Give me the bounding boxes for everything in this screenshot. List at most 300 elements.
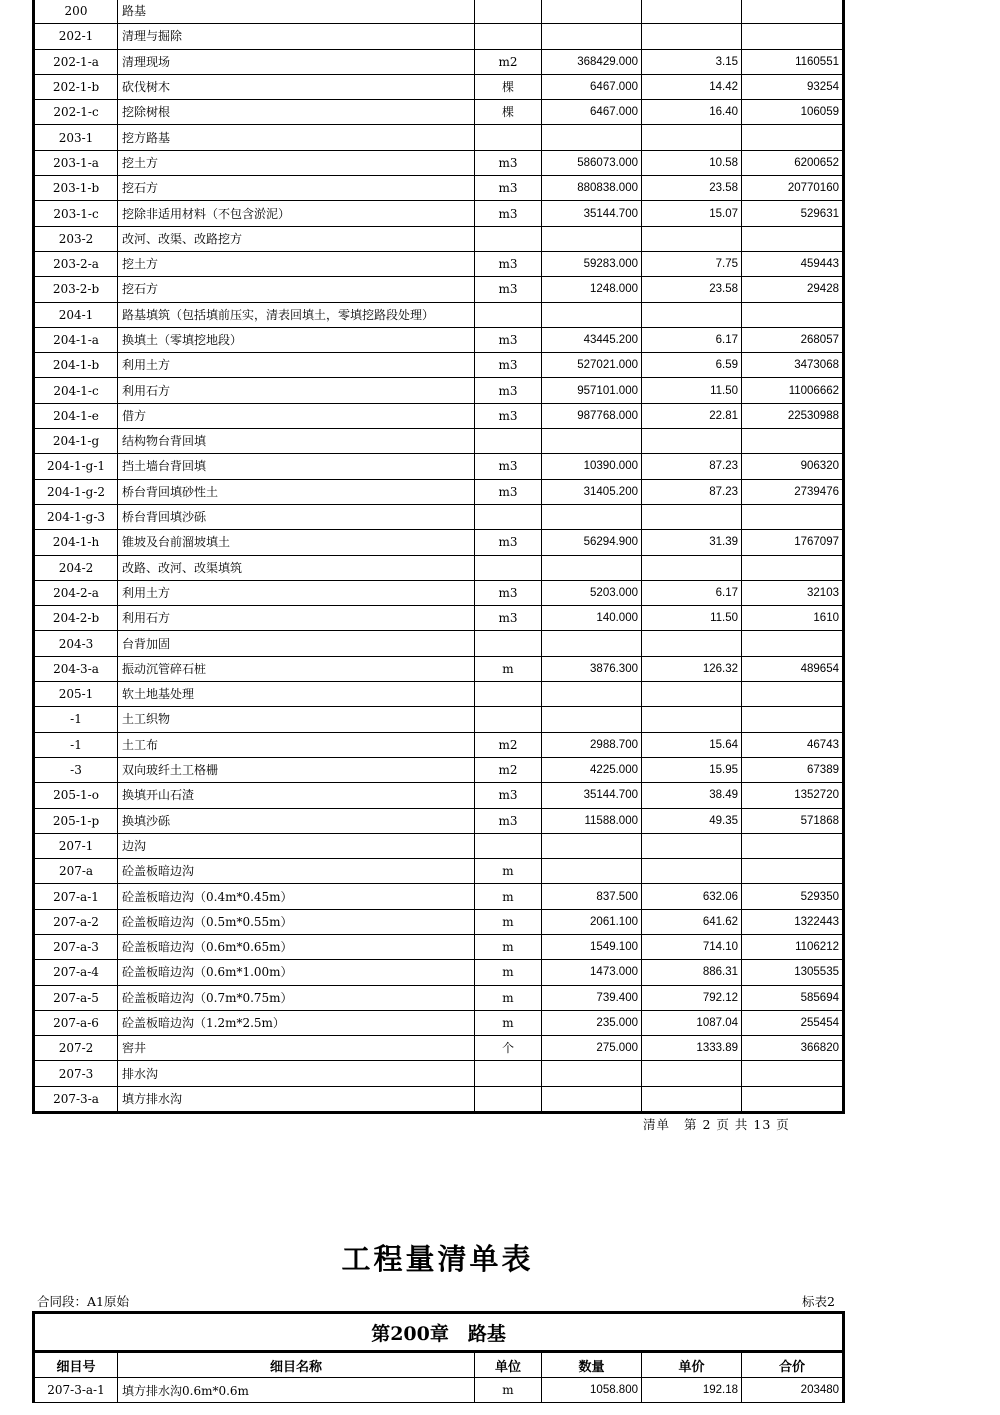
item-unit: m3 xyxy=(475,353,542,378)
item-qty: 5203.000 xyxy=(542,580,642,605)
item-total xyxy=(742,226,844,251)
chapter-title: 第200章 路基 xyxy=(34,1313,844,1352)
item-price: 1087.04 xyxy=(642,1010,742,1035)
item-qty: 275.000 xyxy=(542,1036,642,1061)
item-total: 6200652 xyxy=(742,150,844,175)
item-qty: 957101.000 xyxy=(542,378,642,403)
item-unit: 棵 xyxy=(475,100,542,125)
item-name: 砼盖板暗边沟（0.6m*1.00m） xyxy=(118,960,475,985)
item-price xyxy=(642,302,742,327)
item-code: -1 xyxy=(34,732,118,757)
item-qty: 3876.300 xyxy=(542,656,642,681)
item-name: 双向玻纤土工格栅 xyxy=(118,757,475,782)
item-total: 529631 xyxy=(742,201,844,226)
item-price xyxy=(642,1061,742,1086)
item-qty: 1058.800 xyxy=(542,1378,642,1403)
table-row xyxy=(34,884,844,909)
item-unit: m3 xyxy=(475,201,542,226)
item-name: 填方排水沟 xyxy=(118,1086,475,1112)
table-row xyxy=(34,783,844,808)
item-code: 203-1-c xyxy=(34,201,118,226)
item-name: 砼盖板暗边沟（0.4m*0.45m） xyxy=(118,884,475,909)
item-code: 203-1-a xyxy=(34,150,118,175)
item-unit: m3 xyxy=(475,176,542,201)
item-unit: m xyxy=(475,909,542,934)
item-price xyxy=(642,0,742,24)
item-price xyxy=(642,859,742,884)
item-qty xyxy=(542,24,642,49)
item-unit xyxy=(475,555,542,580)
item-code: 207-a-4 xyxy=(34,960,118,985)
table-row xyxy=(34,429,844,454)
item-unit: m2 xyxy=(475,732,542,757)
item-qty xyxy=(542,555,642,580)
item-qty xyxy=(542,429,642,454)
item-name: 挖石方 xyxy=(118,176,475,201)
item-price: 23.58 xyxy=(642,176,742,201)
table-row xyxy=(34,1036,844,1061)
item-total: 32103 xyxy=(742,580,844,605)
item-name: 砼盖板暗边沟（0.7m*0.75m） xyxy=(118,985,475,1010)
item-price: 15.64 xyxy=(642,732,742,757)
table-row xyxy=(34,1010,844,1035)
item-price xyxy=(642,833,742,858)
item-price: 14.42 xyxy=(642,74,742,99)
item-unit: m3 xyxy=(475,454,542,479)
item-code: 207-a-3 xyxy=(34,934,118,959)
item-price: 38.49 xyxy=(642,783,742,808)
item-unit xyxy=(475,1086,542,1112)
table-row xyxy=(34,960,844,985)
item-code: 200 xyxy=(34,0,118,24)
item-price: 11.50 xyxy=(642,606,742,631)
item-unit: m3 xyxy=(475,783,542,808)
item-qty xyxy=(542,226,642,251)
item-name: 填方排水沟0.6m*0.6m xyxy=(118,1378,475,1403)
quantity-table xyxy=(32,0,845,1114)
item-price: 15.07 xyxy=(642,201,742,226)
item-qty: 880838.000 xyxy=(542,176,642,201)
table-row xyxy=(34,757,844,782)
item-total: 459443 xyxy=(742,251,844,276)
contract-section: 合同段：A1原始 xyxy=(37,1294,129,1309)
table-row xyxy=(34,859,844,884)
item-price: 641.62 xyxy=(642,909,742,934)
item-name: 改河、改渠、改路挖方 xyxy=(118,226,475,251)
item-total xyxy=(742,682,844,707)
item-total: 2739476 xyxy=(742,479,844,504)
item-unit: m3 xyxy=(475,150,542,175)
item-price: 192.18 xyxy=(642,1378,742,1403)
item-total: 106059 xyxy=(742,100,844,125)
item-code: 202-1-b xyxy=(34,74,118,99)
item-price: 10.58 xyxy=(642,150,742,175)
table-row xyxy=(34,100,844,125)
next-page-table xyxy=(32,1311,845,1403)
item-qty: 987768.000 xyxy=(542,403,642,428)
item-total: 1767097 xyxy=(742,530,844,555)
table-row xyxy=(34,226,844,251)
table-row xyxy=(34,403,844,428)
item-name: 边沟 xyxy=(118,833,475,858)
item-name: 挡土墙台背回填 xyxy=(118,454,475,479)
item-total: 1322443 xyxy=(742,909,844,934)
table-row xyxy=(34,909,844,934)
item-unit: m xyxy=(475,859,542,884)
item-qty: 35144.700 xyxy=(542,783,642,808)
item-price: 6.17 xyxy=(642,580,742,605)
item-qty xyxy=(542,833,642,858)
item-name: 台背加固 xyxy=(118,631,475,656)
item-unit xyxy=(475,707,542,732)
item-name: 利用土方 xyxy=(118,580,475,605)
table-row xyxy=(34,277,844,302)
item-qty xyxy=(542,125,642,150)
item-price: 22.81 xyxy=(642,403,742,428)
item-qty xyxy=(542,682,642,707)
item-total xyxy=(742,1086,844,1112)
item-name: 换填沙砾 xyxy=(118,808,475,833)
item-total: 22530988 xyxy=(742,403,844,428)
item-qty: 56294.900 xyxy=(542,530,642,555)
item-price: 126.32 xyxy=(642,656,742,681)
col-header-price: 单价 xyxy=(642,1352,742,1378)
table-row xyxy=(34,378,844,403)
item-code: 207-3-a xyxy=(34,1086,118,1112)
item-code: 204-1-c xyxy=(34,378,118,403)
item-name: 桥台背回填砂性土 xyxy=(118,479,475,504)
item-qty: 1473.000 xyxy=(542,960,642,985)
item-qty xyxy=(542,631,642,656)
item-name: 窖井 xyxy=(118,1036,475,1061)
item-unit: m xyxy=(475,960,542,985)
item-price: 3.15 xyxy=(642,49,742,74)
col-header-code: 细目号 xyxy=(34,1352,118,1378)
item-name: 挖土方 xyxy=(118,251,475,276)
item-name: 砍伐树木 xyxy=(118,74,475,99)
item-total: 20770160 xyxy=(742,176,844,201)
item-name: 桥台背回填沙砾 xyxy=(118,504,475,529)
item-qty: 837.500 xyxy=(542,884,642,909)
item-total: 1106212 xyxy=(742,934,844,959)
item-unit: m3 xyxy=(475,808,542,833)
item-price xyxy=(642,707,742,732)
item-code: 207-a-2 xyxy=(34,909,118,934)
item-total: 906320 xyxy=(742,454,844,479)
item-unit: m2 xyxy=(475,757,542,782)
footer-label: 清单 xyxy=(643,1117,671,1132)
item-code: 203-1-b xyxy=(34,176,118,201)
table-row xyxy=(34,251,844,276)
item-unit: m3 xyxy=(475,251,542,276)
item-unit xyxy=(475,429,542,454)
item-qty xyxy=(542,859,642,884)
item-qty xyxy=(542,0,642,24)
table-row xyxy=(34,74,844,99)
item-qty xyxy=(542,504,642,529)
item-total: 489654 xyxy=(742,656,844,681)
item-total: 67389 xyxy=(742,757,844,782)
item-qty: 35144.700 xyxy=(542,201,642,226)
item-unit xyxy=(475,125,542,150)
item-name: 砼盖板暗边沟（1.2m*2.5m） xyxy=(118,1010,475,1035)
item-code: 204-1-e xyxy=(34,403,118,428)
item-qty: 2061.100 xyxy=(542,909,642,934)
item-price xyxy=(642,1086,742,1112)
item-total: 529350 xyxy=(742,884,844,909)
item-name: 软土地基处理 xyxy=(118,682,475,707)
item-code: 202-1 xyxy=(34,24,118,49)
item-qty: 586073.000 xyxy=(542,150,642,175)
table-row xyxy=(34,606,844,631)
item-qty xyxy=(542,302,642,327)
item-code: 207-2 xyxy=(34,1036,118,1061)
item-total: 366820 xyxy=(742,1036,844,1061)
item-total xyxy=(742,429,844,454)
item-name: 挖土方 xyxy=(118,150,475,175)
item-total: 571868 xyxy=(742,808,844,833)
item-unit: m3 xyxy=(475,327,542,352)
item-price xyxy=(642,226,742,251)
item-name: 土工织物 xyxy=(118,707,475,732)
item-total: 11006662 xyxy=(742,378,844,403)
item-code: 204-1-g-1 xyxy=(34,454,118,479)
table-row xyxy=(34,454,844,479)
table-row xyxy=(34,353,844,378)
item-unit: m xyxy=(475,656,542,681)
item-name: 挖除非适用材料（不包含淤泥） xyxy=(118,201,475,226)
item-code: 204-1-b xyxy=(34,353,118,378)
item-price: 15.95 xyxy=(642,757,742,782)
item-total xyxy=(742,707,844,732)
item-code: 207-3-a-1 xyxy=(34,1378,118,1403)
table-row xyxy=(34,985,844,1010)
table-row xyxy=(34,504,844,529)
item-code: 207-a-6 xyxy=(34,1010,118,1035)
item-unit: m xyxy=(475,1378,542,1403)
item-code: 205-1-p xyxy=(34,808,118,833)
item-total: 585694 xyxy=(742,985,844,1010)
item-code: 205-1-o xyxy=(34,783,118,808)
item-name: 清理与掘除 xyxy=(118,24,475,49)
table-row xyxy=(34,732,844,757)
item-total: 3473068 xyxy=(742,353,844,378)
item-code: 204-1-g-3 xyxy=(34,504,118,529)
item-code: 207-a xyxy=(34,859,118,884)
item-unit xyxy=(475,631,542,656)
item-total: 1352720 xyxy=(742,783,844,808)
item-total: 1305535 xyxy=(742,960,844,985)
item-total xyxy=(742,859,844,884)
item-name: 利用石方 xyxy=(118,606,475,631)
table-row xyxy=(34,479,844,504)
item-unit: m2 xyxy=(475,49,542,74)
item-code: 204-2 xyxy=(34,555,118,580)
item-code: 205-1 xyxy=(34,682,118,707)
item-unit xyxy=(475,833,542,858)
item-qty: 6467.000 xyxy=(542,74,642,99)
item-price xyxy=(642,682,742,707)
item-total: 1610 xyxy=(742,606,844,631)
item-price: 792.12 xyxy=(642,985,742,1010)
item-total: 255454 xyxy=(742,1010,844,1035)
item-unit xyxy=(475,24,542,49)
item-name: 挖方路基 xyxy=(118,125,475,150)
item-qty: 1248.000 xyxy=(542,277,642,302)
item-qty: 1549.100 xyxy=(542,934,642,959)
item-price: 16.40 xyxy=(642,100,742,125)
item-total: 93254 xyxy=(742,74,844,99)
item-code: 204-1-g-2 xyxy=(34,479,118,504)
item-name: 利用土方 xyxy=(118,353,475,378)
item-code: 204-3 xyxy=(34,631,118,656)
table-row xyxy=(34,1061,844,1086)
item-code: 204-2-a xyxy=(34,580,118,605)
item-qty: 2988.700 xyxy=(542,732,642,757)
table-row xyxy=(34,24,844,49)
item-total xyxy=(742,302,844,327)
item-price: 87.23 xyxy=(642,479,742,504)
chapter-row xyxy=(34,1313,844,1352)
item-qty: 11588.000 xyxy=(542,808,642,833)
item-qty: 368429.000 xyxy=(542,49,642,74)
item-price: 7.75 xyxy=(642,251,742,276)
table-row xyxy=(34,201,844,226)
item-qty: 59283.000 xyxy=(542,251,642,276)
table-row xyxy=(34,0,844,24)
item-name: 清理现场 xyxy=(118,49,475,74)
item-name: 换填开山石渣 xyxy=(118,783,475,808)
item-qty xyxy=(542,707,642,732)
item-price: 714.10 xyxy=(642,934,742,959)
item-unit: m3 xyxy=(475,580,542,605)
item-name: 振动沉管碎石桩 xyxy=(118,656,475,681)
table-row xyxy=(34,302,844,327)
item-price: 1333.89 xyxy=(642,1036,742,1061)
col-header-unit: 单位 xyxy=(475,1352,542,1378)
item-unit: m xyxy=(475,1010,542,1035)
item-code: 203-2-b xyxy=(34,277,118,302)
item-name: 锥坡及台前溜坡填土 xyxy=(118,530,475,555)
item-total xyxy=(742,24,844,49)
item-qty: 140.000 xyxy=(542,606,642,631)
table-row xyxy=(34,125,844,150)
page-indicator: 第 2 页 共 13 页 xyxy=(684,1117,790,1132)
item-qty: 739.400 xyxy=(542,985,642,1010)
item-code: 204-2-b xyxy=(34,606,118,631)
item-unit: 棵 xyxy=(475,74,542,99)
item-name: 砼盖板暗边沟（0.5m*0.55m） xyxy=(118,909,475,934)
table-row xyxy=(34,580,844,605)
item-total xyxy=(742,1061,844,1086)
item-name: 改路、改河、改渠填筑 xyxy=(118,555,475,580)
table-row xyxy=(34,808,844,833)
item-name: 路基 xyxy=(118,0,475,24)
item-unit xyxy=(475,1061,542,1086)
item-unit: m3 xyxy=(475,530,542,555)
item-name: 路基填筑（包括填前压实，清表回填土，零填挖路段处理） xyxy=(118,302,475,327)
table-row xyxy=(34,49,844,74)
table-row xyxy=(34,631,844,656)
table-row xyxy=(34,176,844,201)
item-total xyxy=(742,833,844,858)
item-code: 207-1 xyxy=(34,833,118,858)
table-row xyxy=(34,934,844,959)
item-code: 203-1 xyxy=(34,125,118,150)
item-code: 204-3-a xyxy=(34,656,118,681)
table-row xyxy=(34,530,844,555)
item-qty: 10390.000 xyxy=(542,454,642,479)
item-code: 204-1-a xyxy=(34,327,118,352)
item-unit xyxy=(475,302,542,327)
item-name: 土工布 xyxy=(118,732,475,757)
item-unit xyxy=(475,0,542,24)
item-qty xyxy=(542,1061,642,1086)
item-code: 202-1-c xyxy=(34,100,118,125)
item-unit: 个 xyxy=(475,1036,542,1061)
page-footer xyxy=(643,1115,804,1133)
item-price: 886.31 xyxy=(642,960,742,985)
item-price xyxy=(642,24,742,49)
item-code: 202-1-a xyxy=(34,49,118,74)
item-code: 207-a-1 xyxy=(34,884,118,909)
item-name: 换填土（零填挖地段） xyxy=(118,327,475,352)
item-price: 11.50 xyxy=(642,378,742,403)
item-unit xyxy=(475,504,542,529)
item-unit: m3 xyxy=(475,403,542,428)
item-code: 204-1 xyxy=(34,302,118,327)
item-name: 结构物台背回填 xyxy=(118,429,475,454)
item-code: 207-3 xyxy=(34,1061,118,1086)
item-qty: 4225.000 xyxy=(542,757,642,782)
item-unit: m xyxy=(475,985,542,1010)
item-total: 1160551 xyxy=(742,49,844,74)
item-name: 排水沟 xyxy=(118,1061,475,1086)
item-name: 砼盖板暗边沟（0.6m*0.65m） xyxy=(118,934,475,959)
item-price xyxy=(642,429,742,454)
item-unit xyxy=(475,682,542,707)
item-total: 203480 xyxy=(742,1378,844,1403)
item-total: 29428 xyxy=(742,277,844,302)
item-name: 砼盖板暗边沟 xyxy=(118,859,475,884)
table-row xyxy=(34,1086,844,1112)
item-code: 203-2-a xyxy=(34,251,118,276)
item-qty: 527021.000 xyxy=(542,353,642,378)
item-price: 31.39 xyxy=(642,530,742,555)
table-row xyxy=(34,833,844,858)
item-qty: 6467.000 xyxy=(542,100,642,125)
table-row xyxy=(34,1378,844,1403)
table-row xyxy=(34,682,844,707)
item-price: 6.59 xyxy=(642,353,742,378)
item-price: 23.58 xyxy=(642,277,742,302)
document-title: 工程量清单表 xyxy=(341,1242,534,1276)
item-price xyxy=(642,504,742,529)
item-code: -1 xyxy=(34,707,118,732)
item-name: 利用石方 xyxy=(118,378,475,403)
table-row xyxy=(34,707,844,732)
item-price xyxy=(642,125,742,150)
item-name: 借方 xyxy=(118,403,475,428)
table-row xyxy=(34,327,844,352)
col-header-total: 合价 xyxy=(742,1352,844,1378)
item-total: 268057 xyxy=(742,327,844,352)
item-qty: 43445.200 xyxy=(542,327,642,352)
item-unit: m xyxy=(475,934,542,959)
item-code: 204-1-g xyxy=(34,429,118,454)
col-header-name: 细目名称 xyxy=(118,1352,475,1378)
column-header-row xyxy=(34,1352,844,1378)
